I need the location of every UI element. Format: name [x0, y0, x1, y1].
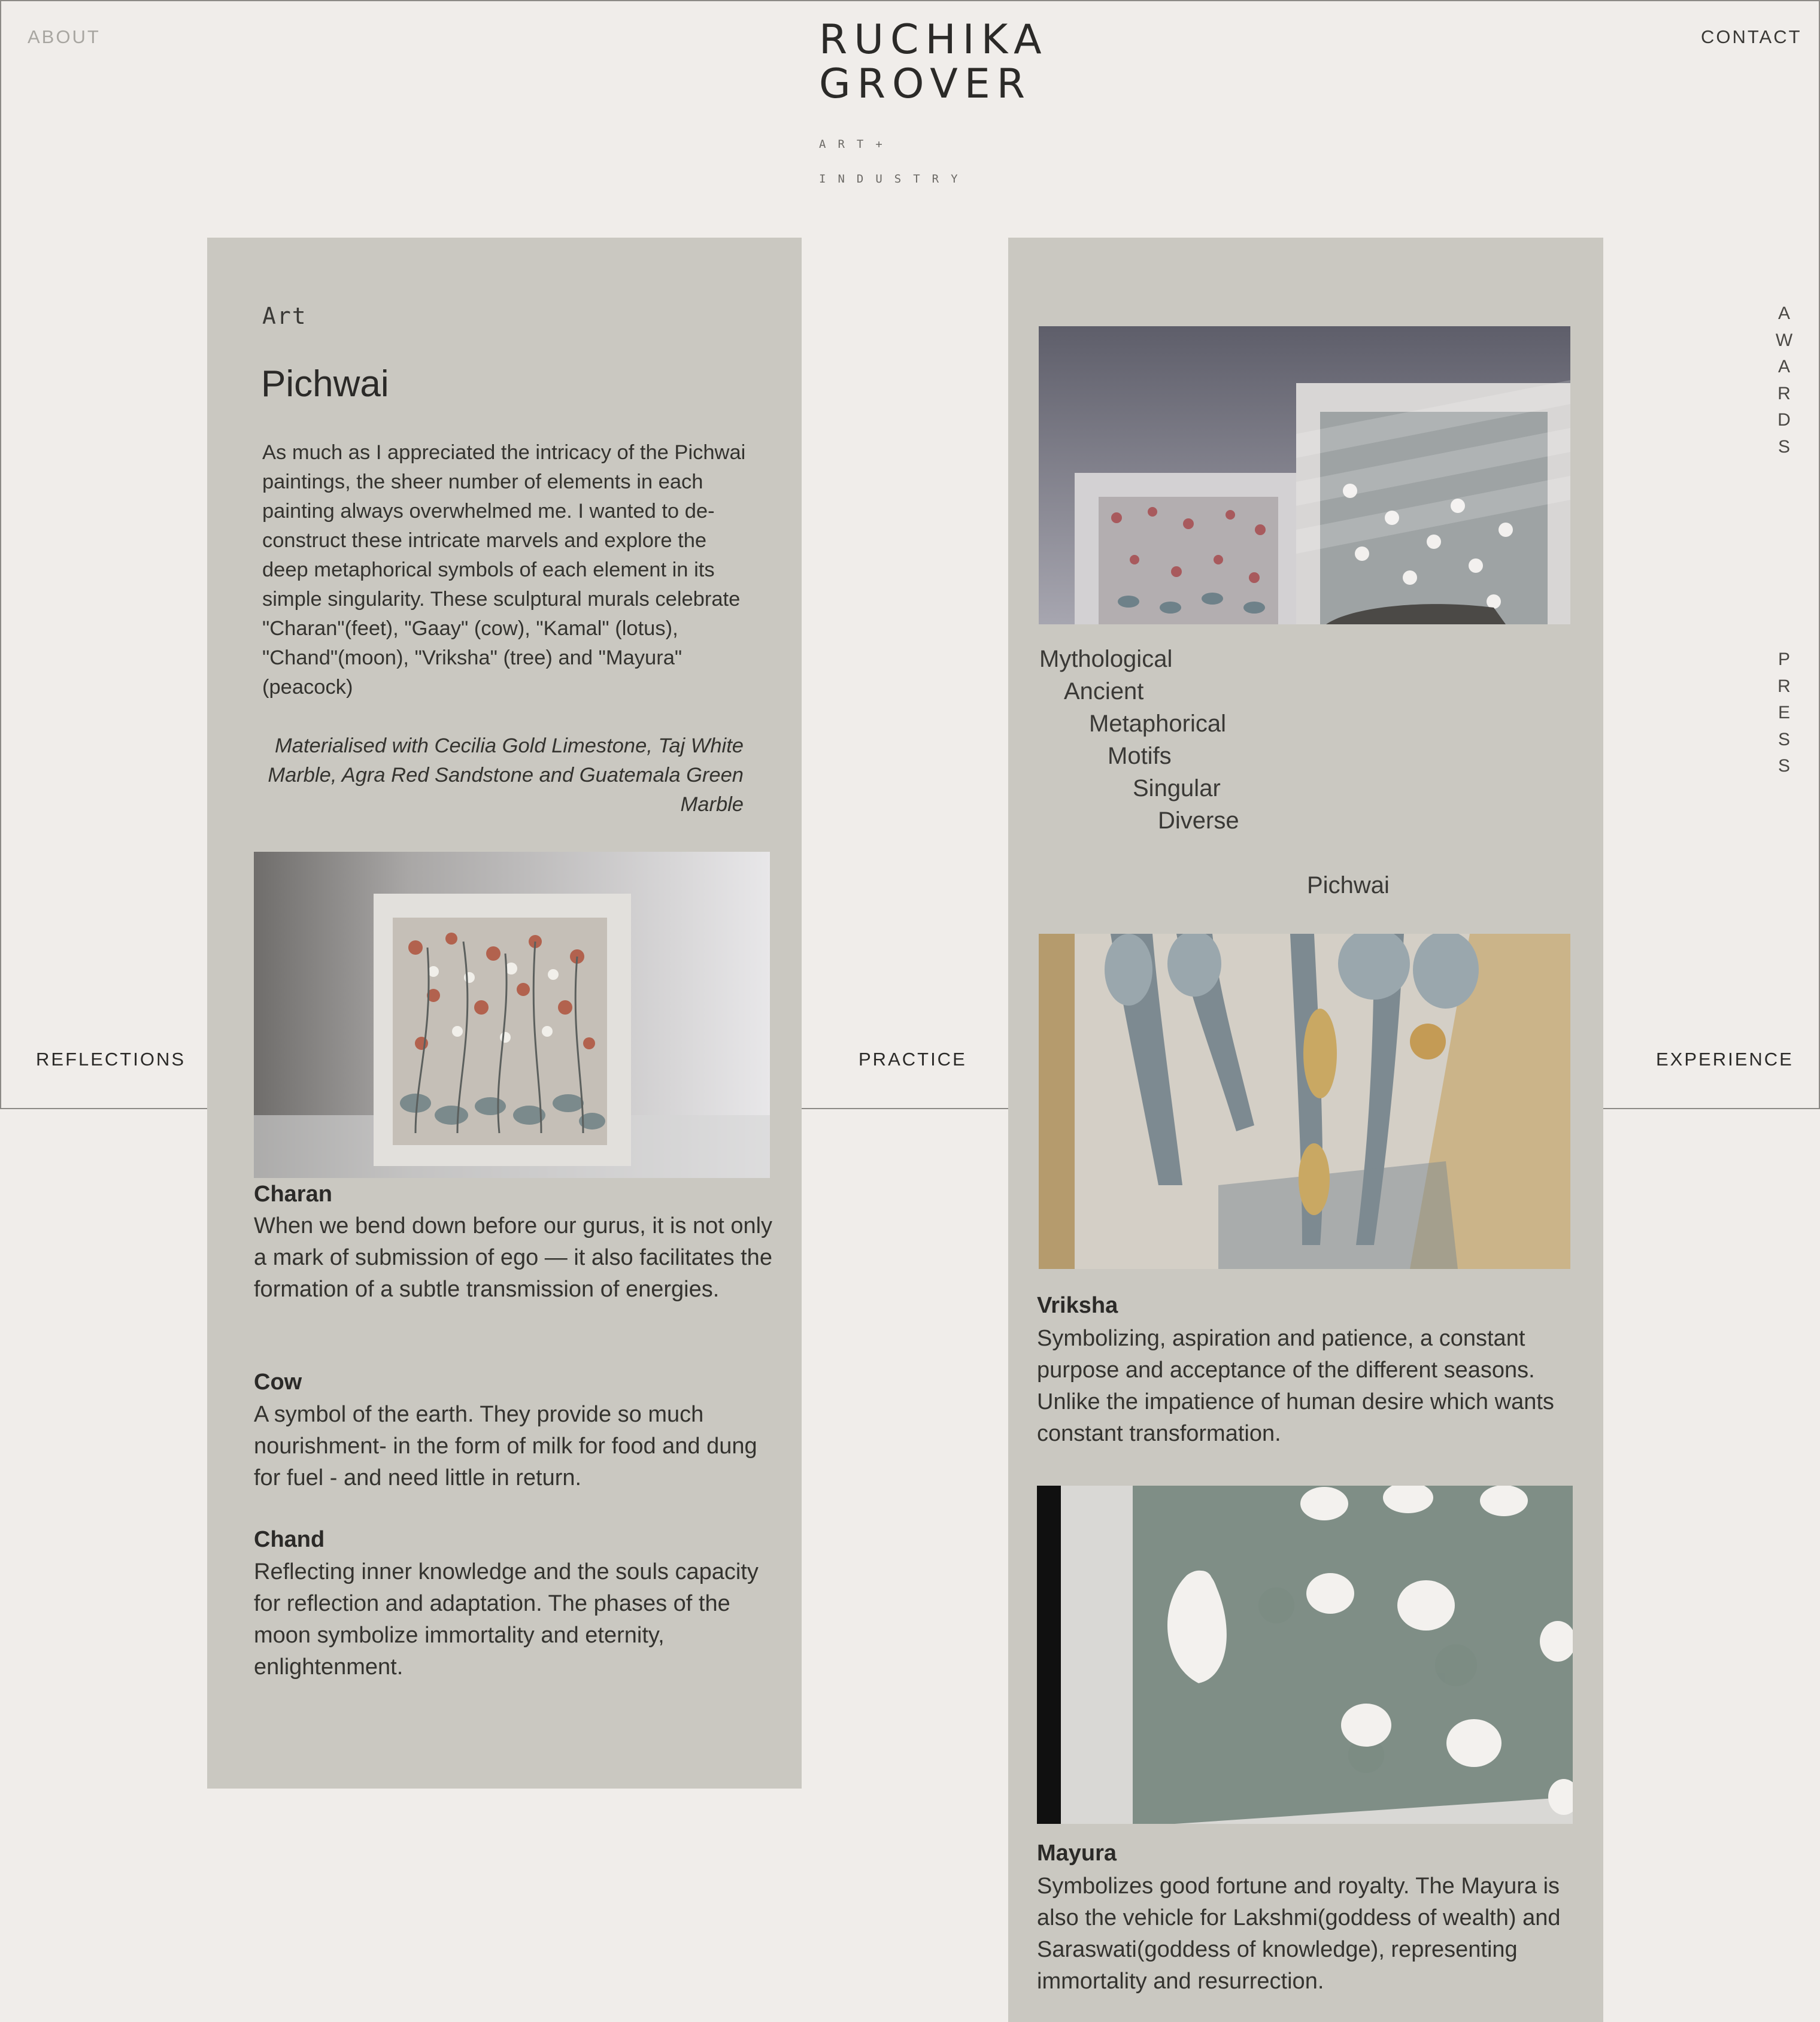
- entry-title-chand: Chand: [254, 1527, 325, 1552]
- awards-letter: A: [1777, 303, 1790, 323]
- pichwai-pair-image: [1039, 326, 1570, 624]
- entry-body-mayura: Symbolizes good fortune and royalty. The Mayura is also the vehicle for Lakshmi(goddess of wealth) and Saraswati(goddess of knowledge), representing immortality and resurrection.: [1037, 1874, 1561, 1994]
- cascade-word: Metaphorical: [1089, 711, 1227, 737]
- awards-letter: D: [1777, 410, 1791, 430]
- press-letter: R: [1777, 676, 1791, 696]
- cascade-word: Ancient: [1064, 678, 1144, 705]
- logo-name-first: RUCHIKA: [819, 16, 1048, 63]
- reflections-link[interactable]: REFLECTIONS: [36, 1049, 186, 1070]
- entry-body-cow: A symbol of the earth. They provide so much nourishment- in the form of milk for food and dung for fuel - and need little in return.: [254, 1402, 757, 1490]
- category-label: Art: [262, 303, 307, 329]
- cascade-word: Diverse: [1158, 807, 1239, 834]
- entry-title-mayura: Mayura: [1037, 1841, 1117, 1866]
- press-letter: S: [1777, 756, 1790, 776]
- press-letter: E: [1777, 703, 1790, 722]
- awards-letter: S: [1777, 436, 1790, 457]
- site-logo[interactable]: [819, 16, 1048, 186]
- logo-tagline-industry: INDUSTRY: [819, 172, 970, 186]
- cascade-word: Singular: [1133, 775, 1221, 801]
- mayura-artwork-image: [1037, 1486, 1573, 1824]
- cascade-word: Motifs: [1108, 743, 1172, 769]
- practice-link[interactable]: PRACTICE: [859, 1049, 967, 1070]
- logo-tagline-art: ART+: [819, 138, 894, 151]
- cascade-title: Pichwai: [1307, 872, 1390, 898]
- cascade-word: Mythological: [1039, 646, 1173, 672]
- entry-body-charan: When we bend down before our gurus, it is not only a mark of submission of ego — it also facilitates the formation of a subtle transmission of energies.: [254, 1213, 773, 1302]
- experience-link[interactable]: EXPERIENCE: [1656, 1049, 1794, 1070]
- press-link[interactable]: [1772, 646, 1796, 780]
- page-title: Pichwai: [261, 363, 389, 405]
- entry-title-vriksha: Vriksha: [1037, 1293, 1118, 1318]
- entry-title-cow: Cow: [254, 1370, 302, 1395]
- awards-letter: A: [1777, 357, 1790, 377]
- awards-letter: W: [1775, 330, 1793, 350]
- materials-note: Materialised with Cecilia Gold Limestone, Taj White Marble, Agra Red Sandstone and Guatemala Green Marble: [268, 734, 744, 816]
- awards-link[interactable]: [1772, 300, 1796, 460]
- vriksha-artwork-image: [1039, 934, 1570, 1269]
- contact-link[interactable]: CONTACT: [1701, 26, 1802, 47]
- intro-text: As much as I appreciated the intricacy of the Pichwai paintings, the sheer number of elements in each painting always overwhelmed me. I wanted to de-construct these intricate marvels and explore the deep metaphorical symbols of each element in its simple singularity. These sculptural murals celebrate "Charan"(feet), "Gaay" (cow), "Kamal" (lotus), "Chand"(moon), "Vriksha" (tree) and "Mayura" (peacock): [262, 441, 746, 699]
- awards-letter: R: [1777, 383, 1791, 403]
- press-letter: S: [1777, 729, 1790, 749]
- entry-body-chand: Reflecting inner knowledge and the souls capacity for reflection and adaptation. The phases of the moon symbolize immortality and eternity, enlightenment.: [254, 1559, 759, 1680]
- logo-name-last: GROVER: [819, 60, 1032, 108]
- about-link[interactable]: ABOUT: [28, 26, 101, 47]
- press-letter: P: [1777, 649, 1790, 669]
- entry-title-charan: Charan: [254, 1182, 332, 1207]
- charan-artwork-image: [254, 852, 770, 1178]
- entry-body-vriksha: Symbolizing, aspiration and patience, a constant purpose and acceptance of the different seasons. Unlike the impatience of human desire which wants constant transformation.: [1037, 1326, 1554, 1446]
